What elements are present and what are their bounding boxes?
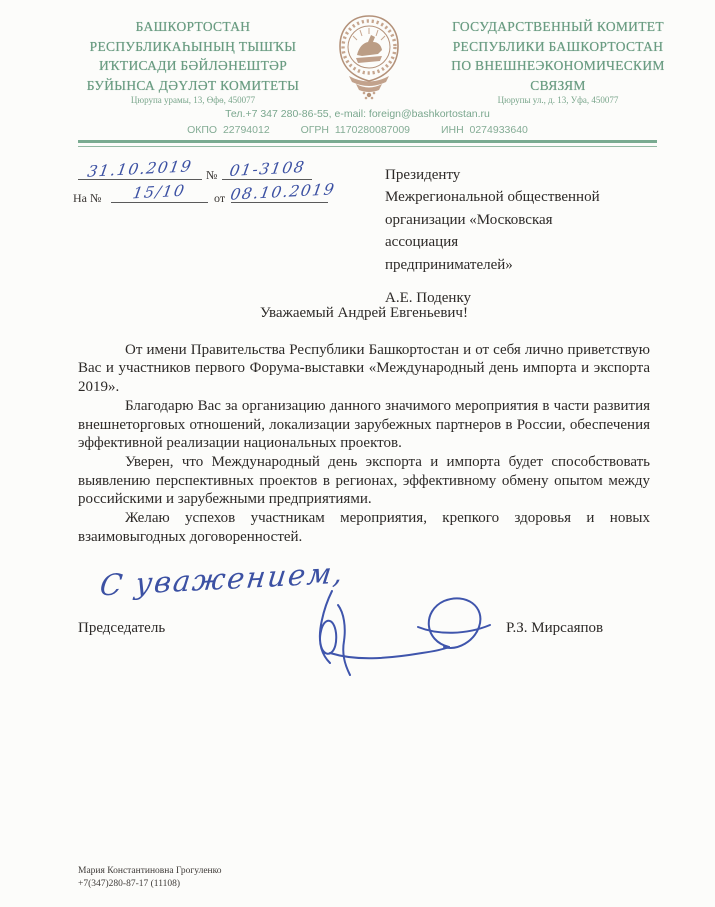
number-sign: № <box>206 168 218 182</box>
org-name-line: ИҠТИСАДИ БӘЙЛӘНЕШТӘР <box>98 58 288 73</box>
incoming-number-line <box>111 181 208 203</box>
recipient-name: А.Е. Поденку <box>385 290 472 307</box>
okpo-value: 22794012 <box>222 124 270 136</box>
okpo-label: ОКПО <box>187 124 218 136</box>
inn-value: 0274933640 <box>469 124 528 136</box>
recipient-line: организации «Московская <box>385 211 553 228</box>
body-paragraph: От имени Правительства Республики Башкортостан и от себя лично приветствую Вас и участников первого Форума-выставки «Международный день импорта и экспорта 2019». <box>78 341 650 396</box>
inn-label: ИНН <box>440 124 464 136</box>
inn-code <box>441 124 528 136</box>
recipient-line: Президенту <box>385 167 461 183</box>
outgoing-number-handwritten: 01-3108 <box>227 158 307 180</box>
closing-handwritten: С уважением, <box>98 555 347 603</box>
ogrn-label: ОГРН <box>300 124 330 136</box>
incoming-date-handwritten: 08.10.2019 <box>229 180 337 204</box>
letterhead-separator <box>78 140 657 147</box>
org-name-line: БАШКОРТОСТАН <box>135 19 251 34</box>
incoming-number-handwritten: 15/10 <box>131 181 188 203</box>
recipient-block <box>385 164 685 309</box>
outgoing-number-line <box>222 158 312 180</box>
outgoing-date-line <box>78 157 202 181</box>
okpo-code <box>187 124 272 136</box>
signature-ink <box>286 583 496 688</box>
outgoing-date-handwritten: 31.10.2019 <box>86 157 194 181</box>
executor-phone: +7(347)280-87-17 (11108) <box>78 878 181 889</box>
org-name-line: РЕСПУБЛИКАҺЫНЫҢ ТЫШҠЫ <box>89 38 297 54</box>
recipient-line: предпринимателей» <box>385 256 513 273</box>
recipient-line: Межрегиональной общественной <box>385 189 600 206</box>
org-name-line: ГОСУДАРСТВЕННЫЙ КОМИТЕТ <box>452 19 664 34</box>
signer-name: Р.З. Мирсаяпов <box>506 620 604 636</box>
incoming-date-line <box>229 180 337 204</box>
org-address-russian: Цюрупы ул., д. 13, Уфа, 450077 <box>497 95 619 105</box>
registry-codes <box>0 124 715 136</box>
org-name-line: ПО ВНЕШНЕЭКОНОМИЧЕСКИМ <box>451 58 665 73</box>
ogrn-code <box>301 124 413 136</box>
executor-block <box>78 865 222 890</box>
body-paragraph: Благодарю Вас за организацию данного значимого мероприятия в части развития внешнеторговых отношений, локализации зарубежных партнеров в России, обеспечения эффективной реализации национальных проектов. <box>78 397 650 452</box>
bashkortostan-coat-of-arms-icon <box>336 14 402 100</box>
ogrn-value: 1170280087009 <box>334 124 411 136</box>
org-name-line: БУЙЫНСА ДӘҮЛӘТ КОМИТЕТЫ <box>86 77 300 93</box>
org-address-bashkir: Цюрупа урамы, 13, Өфө, 450077 <box>130 95 256 105</box>
org-name-russian <box>424 17 692 95</box>
org-name-line: СВЯЗЯМ <box>530 77 586 93</box>
from-label: от <box>214 191 226 205</box>
letter-body <box>78 304 650 546</box>
body-paragraph: Желаю успехов участникам мероприятия, крепкого здоровья и новых взаимовыгодных договоренностей. <box>78 510 650 545</box>
recipient-line: ассоциация <box>385 234 459 251</box>
contact-line: Тел.+7 347 280-86-55, e-mail: foreign@bashkortostan.ru <box>225 108 490 120</box>
org-name-bashkir <box>62 17 324 95</box>
incoming-label: На № <box>73 191 102 205</box>
signer-position-title: Председатель <box>78 620 166 636</box>
salutation: Уважаемый Андрей Евгеньевич! <box>260 305 468 321</box>
body-paragraph: Уверен, что Международный день экспорта и импорта будет способствовать выявлению перспективных проектов в регионах, эффективному обмену опытом между российскими и зарубежными предприятиями. <box>78 453 650 508</box>
executor-name: Мария Константиновна Грогуленко <box>78 866 222 876</box>
org-name-line: РЕСПУБЛИКИ БАШКОРТОСТАН <box>452 38 664 54</box>
